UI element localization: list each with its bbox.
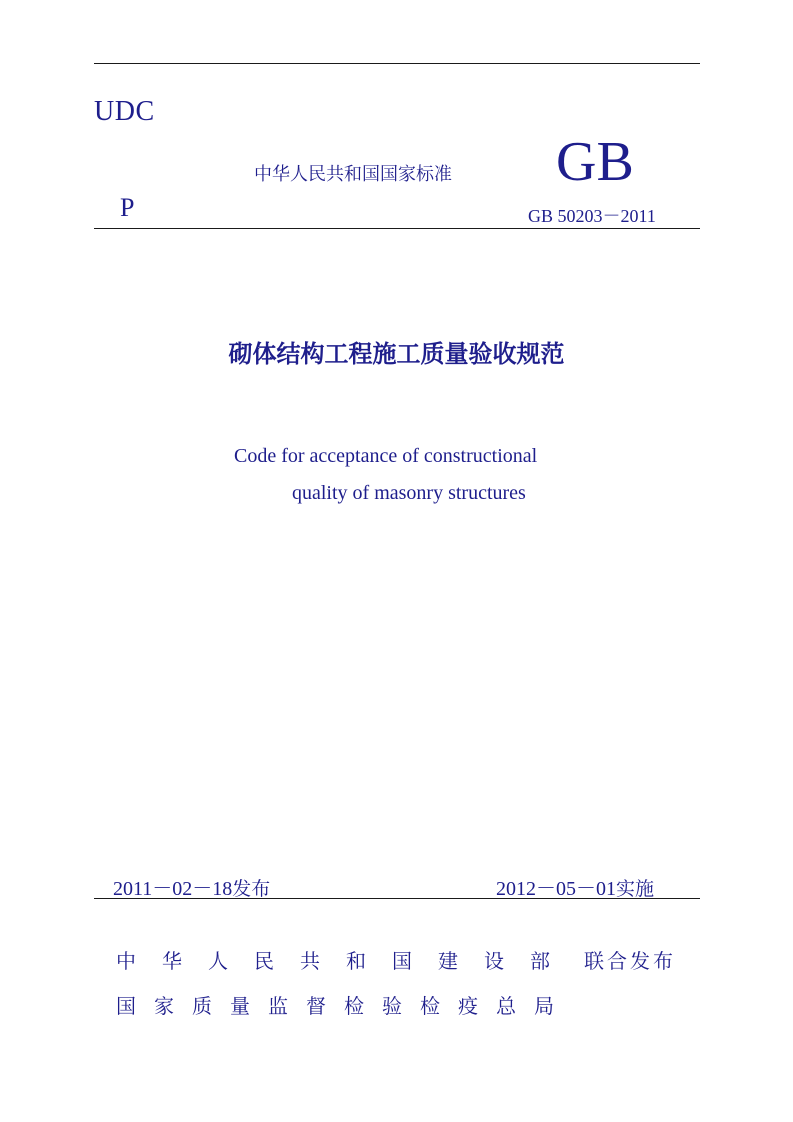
issuer-char: 部 <box>530 949 550 973</box>
header-rule <box>94 228 700 229</box>
issuer-char: 建 <box>438 949 458 973</box>
title-english-line2: quality of masonry structures <box>292 482 526 504</box>
issuer-char: 检 <box>420 994 440 1018</box>
title-chinese-text: 砌体结构工程施工质量验收规范 <box>228 340 565 368</box>
standard-number: GB 50203－2011 <box>528 206 656 226</box>
issuer-char: 共 <box>300 949 320 973</box>
issuer-char: 督 <box>306 994 326 1018</box>
issuer-char: 家 <box>154 994 174 1018</box>
issuer-char: 华 <box>162 949 182 973</box>
issuer-char: 和 <box>346 949 366 973</box>
issuer-char: 监 <box>268 994 288 1018</box>
issuer-char: 局 <box>534 994 554 1018</box>
issuer-char: 质 <box>192 994 212 1018</box>
implement-date: 2012－05－01 <box>496 878 616 900</box>
udc-label: UDC <box>94 96 155 127</box>
issue-date-block <box>113 872 270 901</box>
title-english-line1: Code for acceptance of constructional <box>234 445 538 467</box>
issuer-line-1 <box>116 945 676 974</box>
issue-label: 发布 <box>232 878 271 900</box>
joint-issue-label: 联合发布 <box>584 949 676 973</box>
issuer-char: 民 <box>254 949 274 973</box>
issuer-char: 中 <box>116 949 136 973</box>
classification-code: P <box>120 193 135 222</box>
national-standard-label: 中华人民共和国国家标准 <box>254 164 452 185</box>
implement-label: 实施 <box>616 878 655 900</box>
gb-mark: GB <box>556 131 634 193</box>
issuer-char: 疫 <box>458 994 478 1018</box>
issuer-char: 国 <box>392 949 412 973</box>
issuer-line-2 <box>116 990 572 1019</box>
issuer-char: 量 <box>230 994 250 1018</box>
implement-date-block <box>496 872 654 901</box>
issuer-char: 检 <box>344 994 364 1018</box>
issue-date: 2011－02－18 <box>113 878 233 900</box>
footer-rule <box>94 898 700 899</box>
issuer-char: 人 <box>208 949 228 973</box>
issuer-char: 验 <box>382 994 402 1018</box>
issuer-char: 国 <box>116 994 136 1018</box>
title-chinese <box>0 334 793 369</box>
top-rule <box>94 63 700 64</box>
issuer-char: 总 <box>496 994 516 1018</box>
issuer-char: 设 <box>484 949 504 973</box>
